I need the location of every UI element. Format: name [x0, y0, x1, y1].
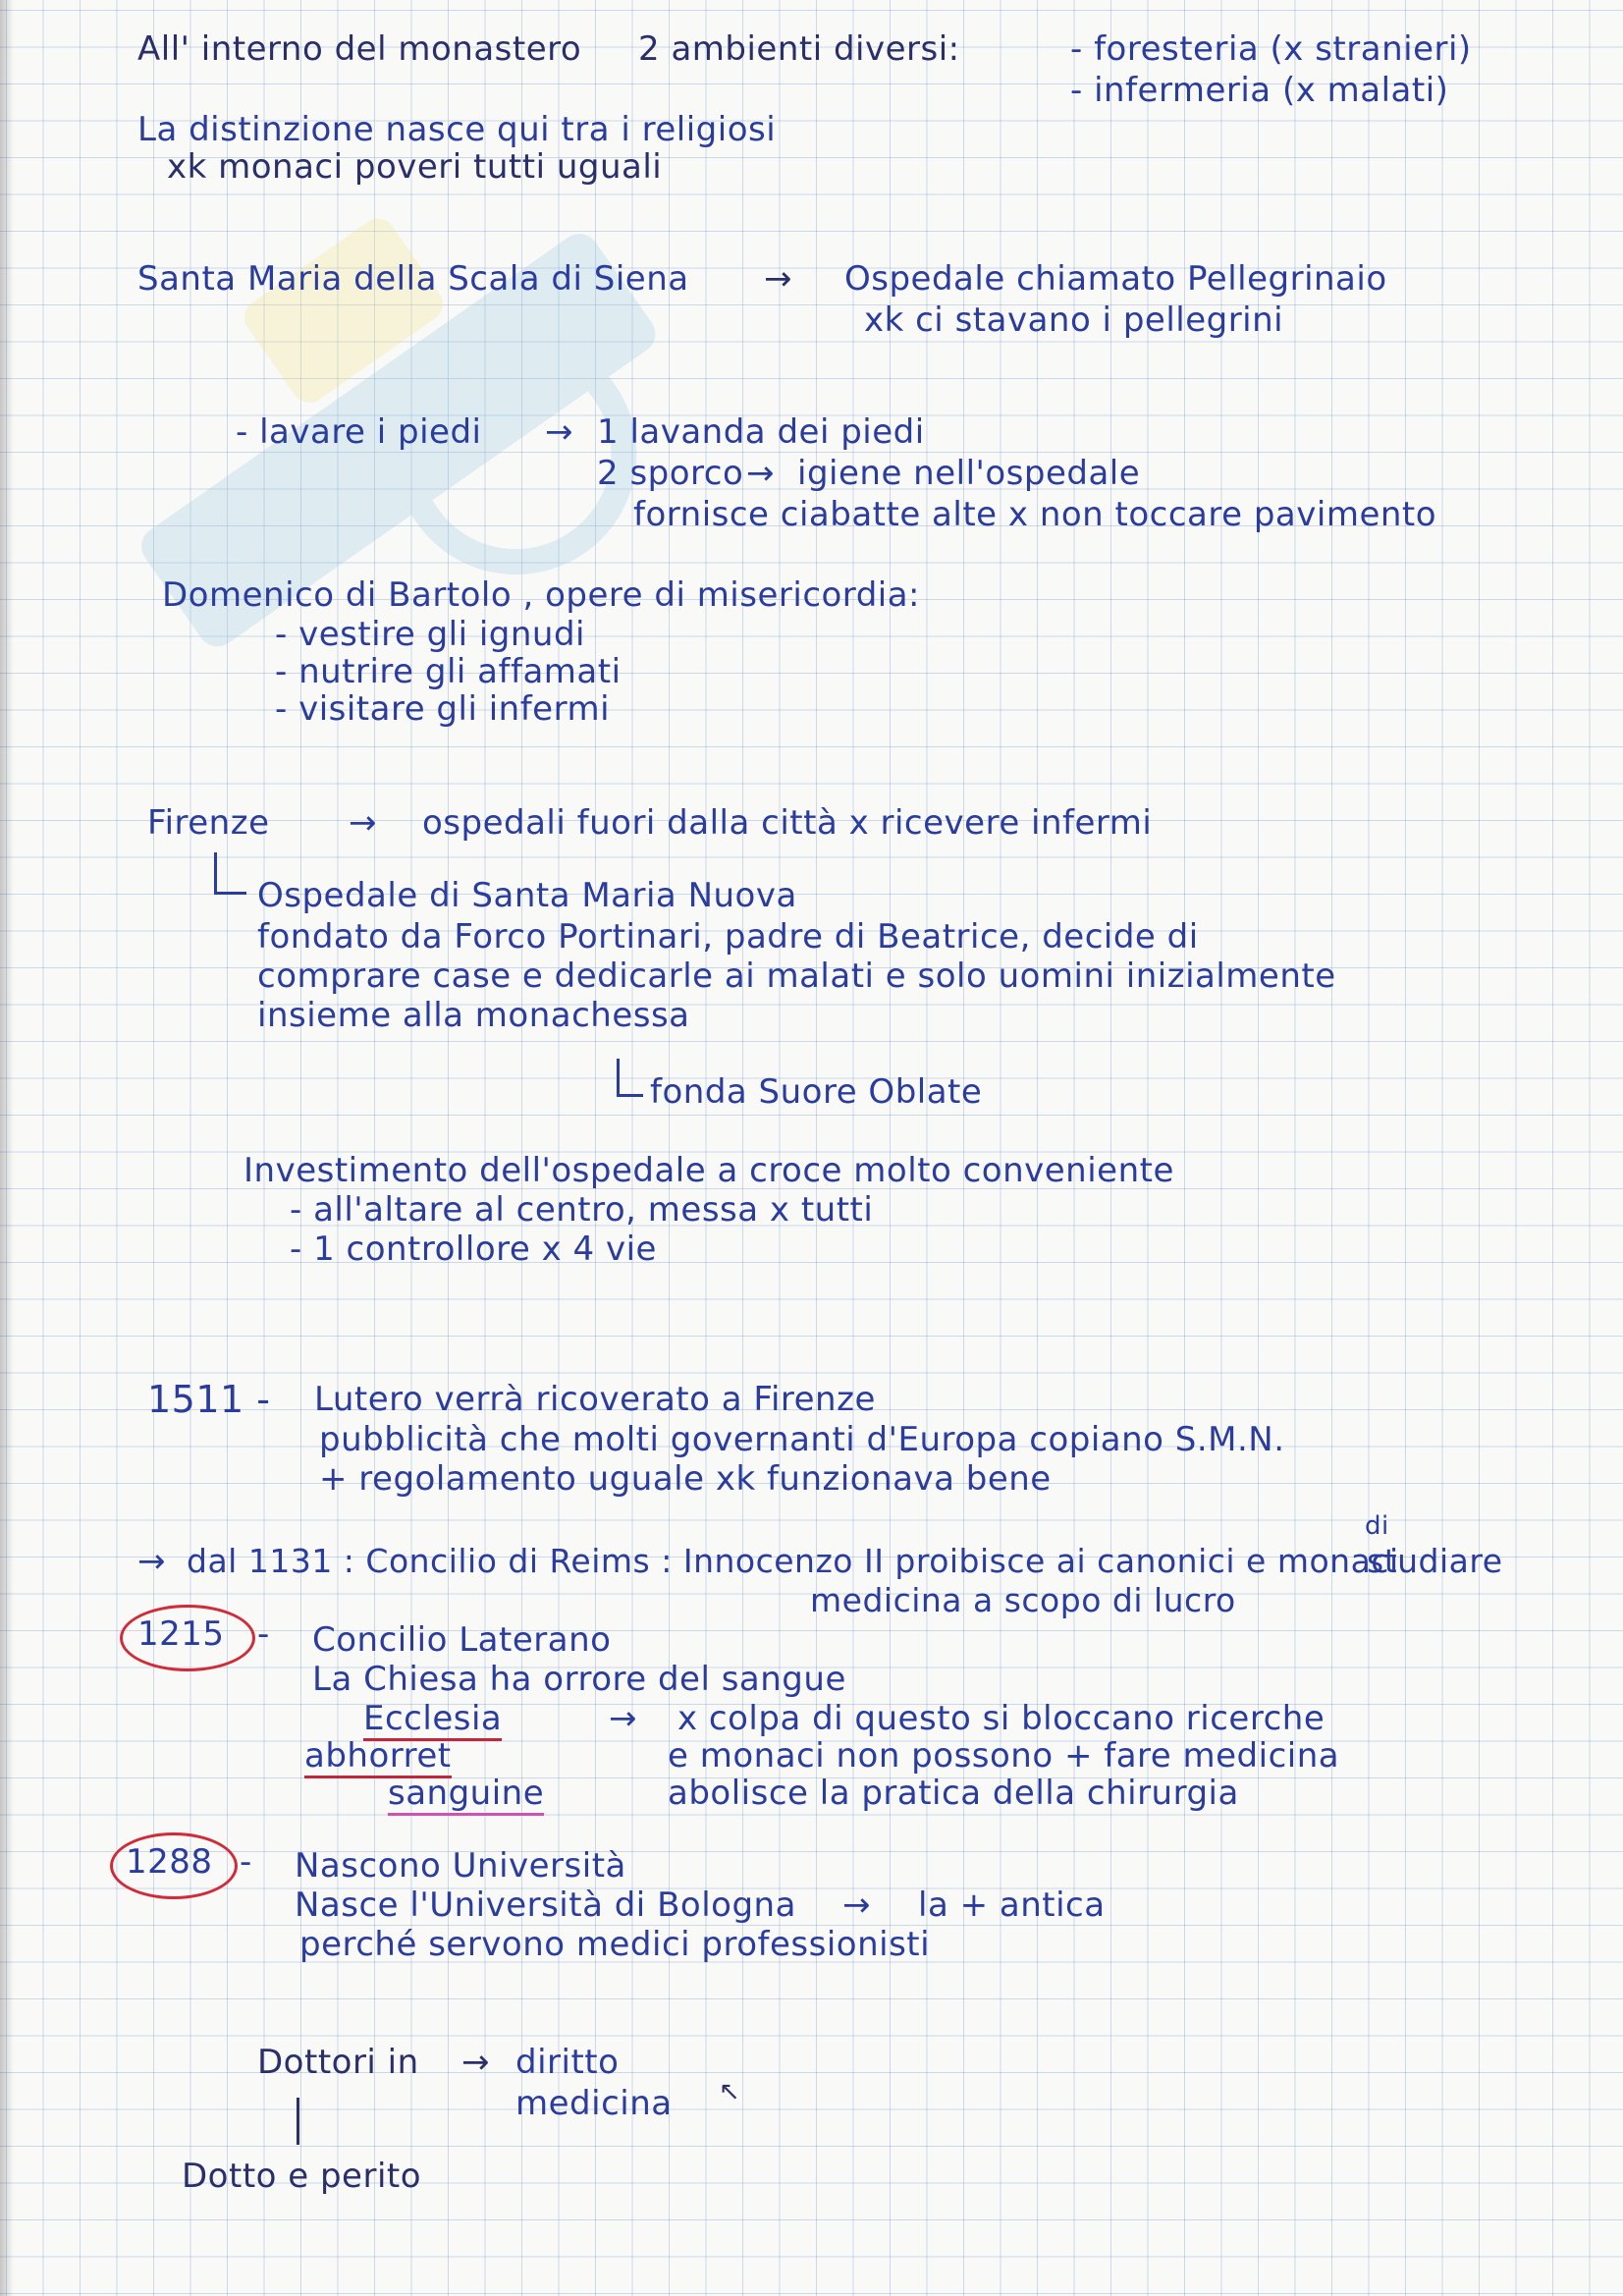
note-line: - 1 controllore x 4 vie: [290, 1230, 657, 1269]
branch-connector-icon: [617, 1059, 643, 1097]
note-line: xk monaci poveri tutti uguali: [167, 147, 663, 187]
note-line: 2 sporco: [597, 454, 744, 493]
note-line: perché servono medici professionisti: [299, 1925, 931, 1964]
note-line: studiare: [1367, 1542, 1503, 1580]
note-line: - visitare gli infermi: [275, 689, 611, 729]
note-line: medicina: [515, 2084, 673, 2123]
note-line: Firenze: [147, 803, 270, 843]
note-line: dal 1131 : Concilio di Reims : Innocenzo II proibisce ai canonici e monaci: [187, 1542, 1399, 1580]
note-line: - infermeria (x malati): [1070, 71, 1449, 110]
arrow-right-icon: →: [764, 259, 792, 299]
note-line: 1 lavanda dei piedi: [597, 412, 925, 452]
note-year: 1511 -: [147, 1378, 271, 1421]
note-line: medicina a scopo di lucro: [810, 1581, 1236, 1619]
note-line: 2 ambienti diversi:: [638, 29, 960, 69]
note-line: ospedali fuori dalla città x ricevere infermi: [422, 803, 1153, 843]
note-line: diritto: [515, 2043, 620, 2082]
note-line: igiene nell'ospedale: [797, 454, 1141, 493]
note-line: la + antica: [918, 1886, 1106, 1925]
arrow-right-icon: →: [349, 803, 377, 843]
note-line: La Chiesa ha orrore del sangue: [312, 1660, 846, 1699]
pointer-mark-icon: ↖: [719, 2077, 741, 2106]
note-line: Domenico di Bartolo , opere di misericordia:: [162, 575, 921, 615]
note-line: - lavare i piedi: [236, 412, 482, 452]
note-line: insieme alla monachessa: [257, 996, 690, 1035]
note-line: Nasce l'Università di Bologna: [295, 1886, 796, 1925]
note-line: pubblicità che molti governanti d'Europa copiano S.M.N.: [319, 1420, 1285, 1459]
note-line: Dotto e perito: [182, 2157, 422, 2196]
note-line: Investimento dell'ospedale a croce molto conveniente: [243, 1151, 1174, 1190]
note-line: - nutrire gli affamati: [275, 652, 622, 691]
note-year: 1215: [137, 1614, 225, 1654]
dash-icon: -: [257, 1614, 270, 1654]
note-line: Ospedale di Santa Maria Nuova: [257, 876, 797, 915]
note-year: 1288: [126, 1842, 213, 1882]
note-line: - all'altare al centro, messa x tutti: [290, 1190, 874, 1230]
note-line: fonda Suore Oblate: [650, 1072, 983, 1112]
note-line: comprare case e dedicarle ai malati e solo uomini inizialmente: [257, 957, 1336, 996]
note-line: Dottori in: [257, 2043, 419, 2082]
note-line: - vestire gli ignudi: [275, 615, 585, 654]
note-line: Lutero verrà ricoverato a Firenze: [314, 1380, 876, 1419]
latin-phrase: Ecclesia: [363, 1699, 502, 1741]
arrow-right-icon: →: [545, 412, 573, 452]
note-line: Nascono Università: [295, 1846, 626, 1886]
note-line: La distinzione nasce qui tra i religiosi: [137, 110, 777, 149]
note-line: xk ci stavano i pellegrini: [864, 301, 1284, 340]
arrow-right-icon: →: [746, 454, 775, 493]
latin-phrase: sanguine: [388, 1774, 544, 1816]
note-line: abolisce la pratica della chirurgia: [668, 1774, 1239, 1813]
note-line: e monaci non possono + fare medicina: [668, 1736, 1340, 1776]
dash-icon: -: [240, 1842, 252, 1882]
vertical-line-icon: [297, 2098, 299, 2145]
arrow-right-icon: →: [609, 1699, 637, 1738]
note-line: + regolamento uguale xk funzionava bene: [319, 1459, 1052, 1499]
arrow-right-icon: →: [842, 1886, 871, 1925]
note-line: All' interno del monastero: [137, 29, 582, 69]
arrow-right-icon: →: [137, 1542, 166, 1581]
note-line: Concilio Laterano: [312, 1620, 612, 1660]
note-line: - foresteria (x stranieri): [1070, 29, 1472, 69]
latin-phrase: abhorret: [304, 1736, 452, 1778]
branch-connector-icon: [214, 852, 246, 895]
page-edge-shadow: [0, 0, 14, 2296]
note-line: Santa Maria della Scala di Siena: [137, 259, 689, 299]
note-line: di: [1365, 1511, 1389, 1541]
note-line: Ospedale chiamato Pellegrinaio: [844, 259, 1387, 299]
note-line: fondato da Forco Portinari, padre di Beatrice, decide di: [257, 917, 1199, 957]
note-line: fornisce ciabatte alte x non toccare pavimento: [633, 495, 1437, 534]
note-line: x colpa di questo si bloccano ricerche: [677, 1699, 1325, 1738]
arrow-right-icon: →: [461, 2043, 490, 2082]
